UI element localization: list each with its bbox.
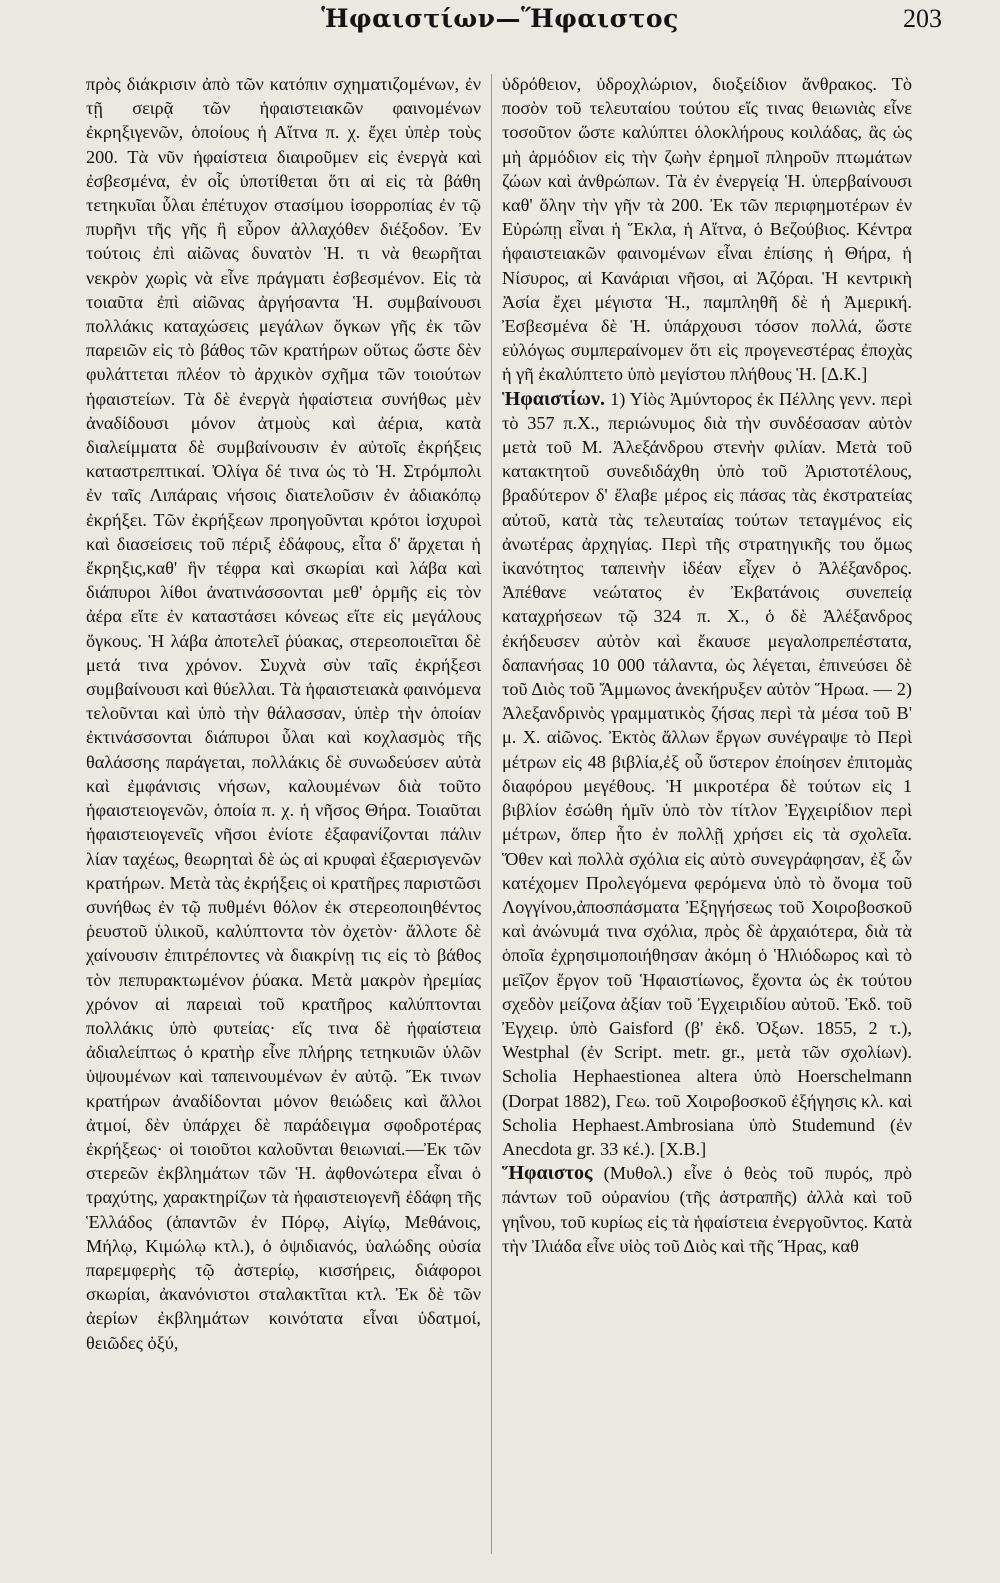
entry-hephaestion <box>502 387 912 1162</box>
right-column-intro: ὑδρόθειον, ὑδροχλώριον, διοξείδιον ἄνθρακος. Τὸ ποσὸν τοῦ τελευταίου τούτου εἴς τινας θειωνιὰς εἶνε τοσοῦτον ὥστε καλύπτει ὁλοκλήρους κοιλάδας, ἃς ὡς μὴ ἁρμόδιον εἰς τὴν ζωὴν ἐρημοῖ πληροῦν πτωμάτων ζώων καὶ ἀνθρώπων. Τὰ ἐν ἐνεργείᾳ Ἡ. ὑπερβαίνουσι καθ' ὅλην τὴν γῆν τὰ 200. Ἐκ τῶν περιφημοτέρων ἐν Εὐρώπῃ εἶναι ἡ Ἕκλα, ἡ Αἴτνα, ὁ Βεζούβιος. Κέντρα ἡφαιστειακῶν φαινομένων εἶναι ἐπίσης ἡ Θήρα, ἡ Νίσυρος, αἱ Κανάριαι νῆσοι, αἱ Ἀζόραι. Ἡ κεντρικὴ Ἀσία ἔχει μέγιστα Ἡ., παμπληθῆ δὲ ἡ Ἀμερική. Ἐσβεσμένα δὲ Ἡ. ὑπάρχουσι τόσον πολλά, ὥστε εὐλόγως συμπεραίνομεν ὅτι εἰς προγενεστέρας ἐποχὰς ἡ γῆ ἐκαλύπτετο ὑπὸ μεγίστου πλήθους Ἡ. [Δ.Κ.] <box>502 74 912 385</box>
entry-hephaestion-body: 1) Υἱὸς Ἀμύντορος ἐκ Πέλλης γενν. περὶ τὸ 357 π.Χ., περιώνυμος διὰ τὴν συνδέσασαν αὐτὸν μετὰ τοῦ Μ. Ἀλεξάνδρου στενὴν φιλίαν. Μετὰ τοῦ κατακτητοῦ συνεδιδάχθη ὑπὸ τοῦ Ἀριστοτέλους, βραδύτερον δ' ἔλαβε μέρος εἰς πάσας τὰς ἐκστρατείας αὐτοῦ, κατὰ τὰς τελευταίας τούτων τεταγμένος εἰς ἀνωτέρας ἀρχηγίας. Περὶ τῆς στρατηγικῆς του ὅμως ἱκανότητος ταπεινὴν ἰδέαν εἶχεν ὁ Ἀλέξανδρος. Ἀπέθανε νεώτατος ἐν Ἐκβατάνοις συνεπείᾳ καταχρήσεων τῷ 324 π. Χ., ὁ δὲ Ἀλέξανδρος ἐκήδευσεν αὐτὸν καὶ ἔκαυσε μεγαλοπρεπέστατα, δαπανήσας 10 000 τάλαντα, ὡς λέγεται, ἐπινεύσει δὲ τοῦ Διὸς τοῦ Ἄμμωνος ἀνεκήρυξεν αὐτὸν Ἥρωα. — 2) Ἀλεξανδρινὸς γραμματικὸς ζήσας περὶ τὰ μέσα τοῦ Β' μ. Χ. αἰῶνος. Ἐκτὸς ἄλλων ἔργων συνέγραψε τὸ Περὶ μέτρων εἰς 48 βιβλία,ἐξ οὗ ὕστερον ἐποίησεν ἐπιτομὰς διαφόρου μεγέθους. Ἡ μικροτέρα δὲ τούτων εἰς 1 βιβλίον ἐσώθη ἡμῖν ὑπὸ τὸν τίτλον Ἐγχειρίδιον περὶ μέτρων, ὅπερ ἦτο ἐν πολλῇ χρήσει εἰς τὰ σχολεῖα. Ὅθεν καὶ πολλὰ σχόλια εἰς αὐτὸ συνεγράφησαν, ἐξ ὧν κατέχομεν Προλεγόμενα φερόμενα ὑπὸ τὸ ὄνομα τοῦ Λογγίνου,ἀποσπάσματα Ἐξηγήσεως τοῦ Χοιροβοσκοῦ καὶ ἀνώνυμά τινα σχόλια, πρὸς δὲ ἀρχαιότερα, διὰ τὰ ὁποῖα ἐχρησιμοποιήθησαν ἀκόμη ὁ Ἡλιόδωρος καὶ τὸ μεῖζον ἔργον τοῦ Ἡφαιστίωνος, ἔχοντα ὡς ἐκ τούτου σχεδὸν μείζονα ἀξίαν τοῦ Ἐγχειριδίου αὐτοῦ. Ἐκδ. τοῦ Ἐγχειρ. ὑπὸ Gaisford (β' ἐκδ. Ὀξων. 1855, 2 τ.), Westphal (ἐν Script. metr. gr., μετὰ τῶν σχολίων). Scholia Hephaestionea altera ὑπὸ Hoerschelmann (Dorpat 1882), Γεω. τοῦ Χοιροβοσκοῦ ἐξήγησις κλ. καὶ Scholia Hephaest.Ambrosiana ὑπὸ Studemund (ἐν Anecdota gr. 33 κέ.). [Χ.Β.] <box>502 388 912 1159</box>
page-number: 203 <box>903 4 942 33</box>
left-column-text: πρὸς διάκρισιν ἀπὸ τῶν κατόπιν σχηματιζομένων, ἐν τῇ σειρᾷ τῶν ἡφαιστειακῶν φαινομένων ἐκρηξιγενῶν, ὁποίους ἡ Αἴτνα π. χ. ἔχει ὑπὲρ τοὺς 200. Τὰ νῦν ἡφαίστεια διαιροῦμεν εἰς ἐνεργὰ καὶ ἐσβεσμένα, ἐν οἷς ὑποτίθεται ὅτι αἱ εἰς τὰ βάθη τετηκυῖαι ὗλαι ἐπέτυχον στασίμου ἰσορροπίας ἐν τῷ πυρῆνι τῆς γῆς ἢ εὗρον ἀλλαχόθεν διέξοδον. Ἐν τούτοις ἐπὶ αἰῶνας δυνατὸν Ἡ. τι νὰ θεωρῆται νεκρὸν χωρὶς νὰ εἶνε πράγματι ἐσβεσμένον. Εἰς τὰ τοιαῦτα ἐπὶ αἰῶνας ἀργήσαντα Ἡ. συμβαίνουσι πολλάκις καταχώσεις μεγάλων ὄγκων γῆς ἐκ τῶν παρειῶν εἰς τὸ βάθος τῶν κρατήρων οὕτως ὥστε δὲν φυλάττεται πλέον τὸ ἀρχικὸν σχῆμα τῶν τοιούτων ἡφαιστείων. Τὰ δὲ ἐνεργὰ ἡφαίστεια συνήθως μὲν ἀναδίδουσι μόνον ἀτμοὺς καὶ ἀέρια, κατὰ διαλείμματα δὲ συμβαίνουσιν ἐν αὐτοῖς ἐκρήξεις καταστρεπτικαί. Ὀλίγα δέ τινα ὡς τὸ Ἡ. Στρόμπολι ἐν ταῖς Λιπάραις νήσοις διατελοῦσιν ἐν ἀδιακόπῳ ἐκρήξει. Τῶν ἐκρήξεων προηγοῦνται κρότοι ἰσχυροὶ καὶ διασείσεις τοῦ πέριξ ἐδάφους, εἶτα δ' ἄρχεται ἡ ἔκρηξις,καθ' ἣν τέφρα καὶ σκωρίαι καὶ λάβα καὶ διάπυροι λίθοι ἀνατινάσσονται μεθ' ὁρμῆς εἰς τὸν ἀέρα εἴτε ἐν καταστάσει κόνεως εἴτε εἰς μεγάλους ὄγκους. Ἡ λάβα ἀποτελεῖ ῥύακας, στερεοποιεῖται δὲ μετά τινα χρόνον. Συχνὰ σὺν ταῖς ἐκρήξεσι συμβαίνουσι καὶ θύελλαι. Τὰ ἡφαιστειακὰ φαινόμενα τελοῦνται καὶ ὑπὸ τὴν θάλασσαν, ὑπὲρ τὴν ὁποίαν ἐκτινάσσονται διάπυροι ὗλαι καὶ κοχλασμὸς τῆς θαλάσσης παράγεται, πολλάκις δὲ συνωδεύσεν αὐτὰ καὶ ἐμφάνισις νήσων, καλουμένων διὰ τοῦτο ἡφαιστειογενῶν, ὁποία π. χ. ἡ νῆσος Θήρα. Τοιαῦται ἡφαιστειογενεῖς νῆσοι ἐνίοτε ἐξαφανίζονται πάλιν λίαν ταχέως, θεωρηταὶ δὲ ὡς αἱ κρυφαὶ ἐξαερισγενῶν κρατήρων. Μετὰ τὰς ἐκρήξεις οἱ κρατῆρες παριστῶσι συνήθως ἐν τῷ πυθμένι θόλον ἐκ στερεοποιηθέντος ῥευστοῦ ὑλικοῦ, καλύπτοντα τὸν ὀχετὸν· ἄλλοτε δὲ χαίνουσιν ἐπιτρέποντες νὰ διακρίνῃ τις εἰς τὸ βάθος τὸν πεπυρακτωμένον ῥύακα. Μετὰ μακρὸν ἠρεμίας χρόνον αἱ παρειαὶ τοῦ κρατῆρος καλύπτονται πολλάκις ὑπὸ φυτείας· εἴς τινα δὲ ἡφαίστεια ἀδιαλείπτως ὁ κρατὴρ εἶνε πλήρης τετηκυιῶν ὑλῶν ὑψουμένων καὶ ταπεινουμένων ἐν αὐτῷ. Ἔκ τινων κρατήρων ἀναδίδονται μόνον θειώδεις καὶ ἄλλοι ἀτμοί, δὲν ὑπάρχει δὲ παράδειγμα σφοδροτέρας ἐκρήξεως· οἱ τοιοῦτοι καλοῦνται θειωνιαί.—Ἐκ τῶν στερεῶν ἐκβλημάτων τῶν Ἡ. ἀφθονώτερα εἶναι ὁ τραχύτης, χαρακτηρίζων τὰ ἡφαιστειογενῆ ἐδάφη τῆς Ἑλλάδος (ἁπαντῶν ἐν Πόρῳ, Αἰγίῳ, Μεθάνοις, Μήλῳ, Κιμώλῳ κτλ.), ὁ ὀψιδιανός, ὑαλώδης οὐσία παρεμφερὴς τῷ ἀστερίῳ, κισσήρεις, διάφοροι σκωρίαι, ἀκανόνιστοι σταλακτῖται κτλ. Ἐκ δὲ τῶν ἀερίων ἐκβλημάτων κοινότατα εἶναι ὑδατμοί, θειῶδες ὀξύ, <box>86 74 481 1353</box>
entry-hephaestus-body: (Μυθολ.) εἶνε ὁ θεὸς τοῦ πυρός, πρὸ πάντων τοῦ οὐρανίου (τῆς ἀστραπῆς) ἀλλὰ καὶ τοῦ γηΐνου, τοῦ κυρίως εἰς τὰ ἡφαίστεια ἐνεργοῦντος. Κατὰ τὴν Ἰλιάδα εἶνε υἱὸς τοῦ Διὸς καὶ τῆς Ἥρας, καθ <box>502 1163 912 1256</box>
column-divider <box>491 74 492 1554</box>
page-header <box>0 4 1000 46</box>
entry-hephaestus-head: Ἥφαιστος <box>502 1162 593 1185</box>
entry-hephaestion-head: Ἡφαιστίων. <box>502 387 605 410</box>
right-column <box>502 72 912 1572</box>
running-title: Ἡφαιστίων—Ἥφαιστος <box>321 4 679 33</box>
left-column <box>86 72 481 1572</box>
entry-hephaestus <box>502 1161 912 1258</box>
